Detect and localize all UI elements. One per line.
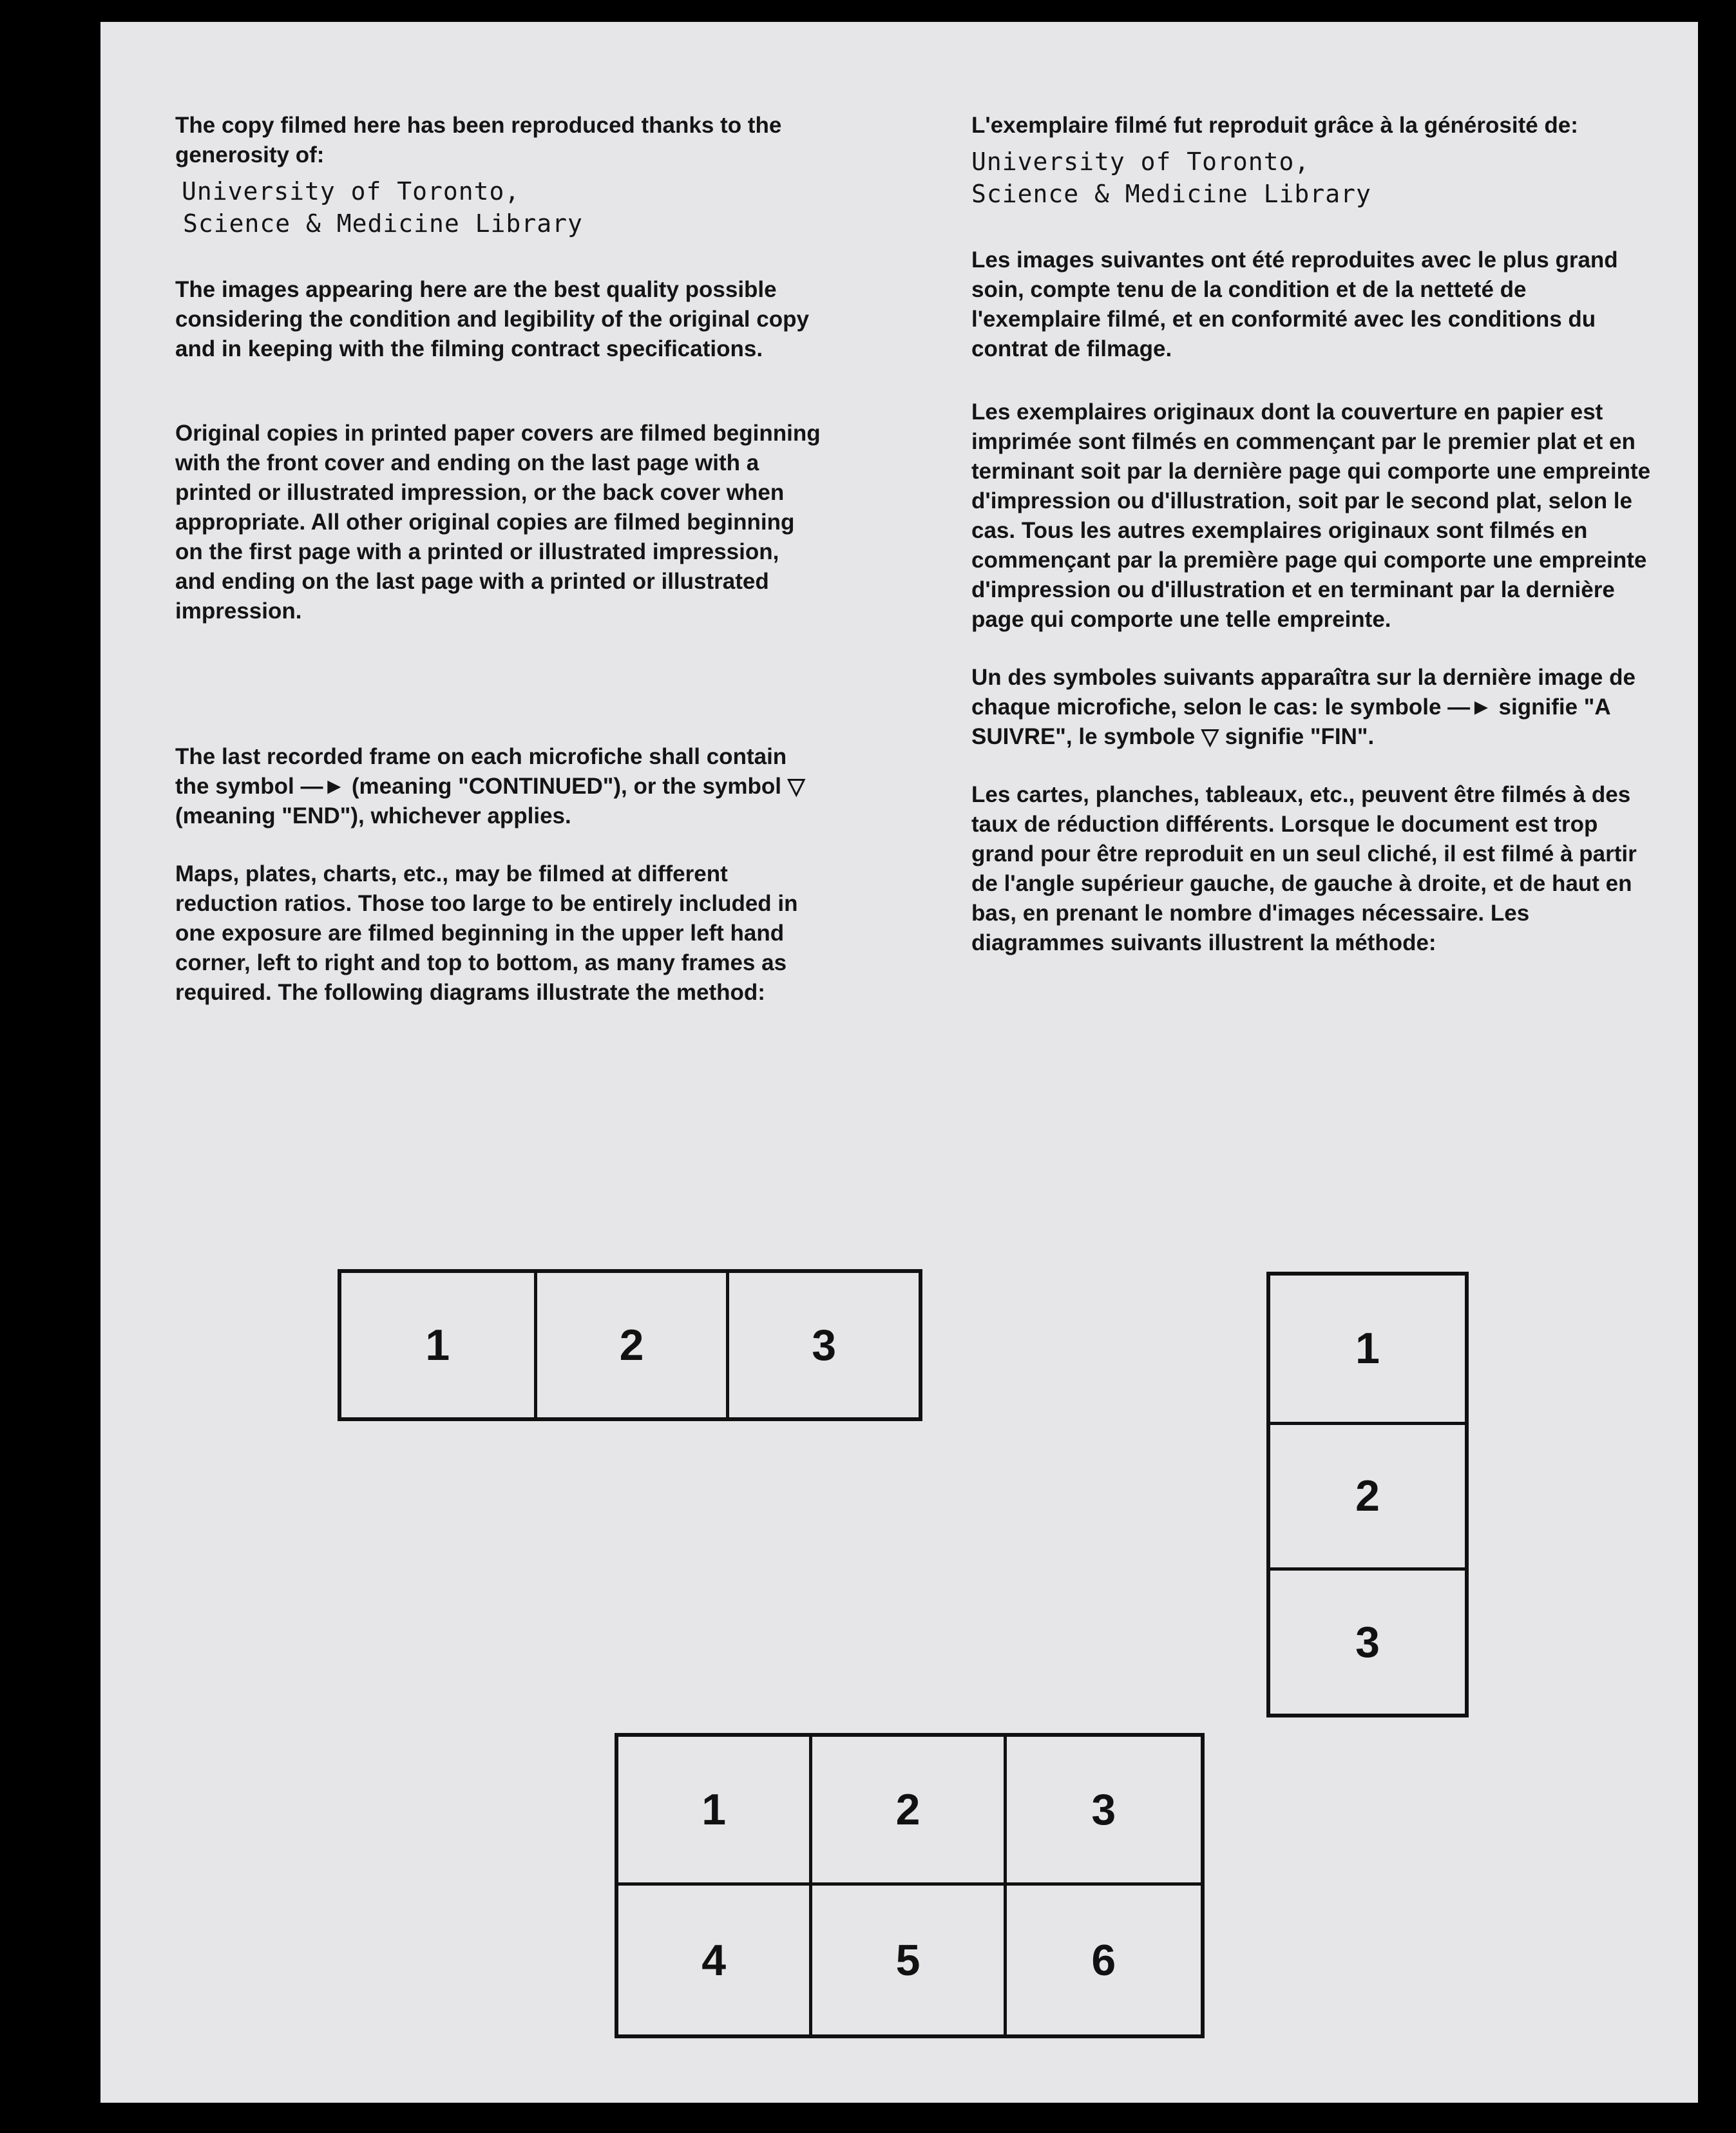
diagram-frame: 2 xyxy=(812,1737,1006,1886)
horizontal-frame-diagram xyxy=(338,1269,922,1421)
english-institution-line1: University of Toronto, xyxy=(182,177,520,206)
diagram-frame: 2 xyxy=(534,1273,727,1417)
english-column xyxy=(175,111,823,1008)
filming-notice-page xyxy=(100,22,1698,2103)
vertical-frame-diagram xyxy=(1266,1272,1469,1717)
english-covers-text: Original copies in printed paper covers are filmed beginning with the front cover and ending on the last page with a printed or illustrated impression, or the back cover when appropriate. All other original copies are filmed beginning on the first page with a printed or illustrated impression, and ending on the last page with a printed or illustrated impression. xyxy=(175,421,821,624)
french-institution-line2: Science & Medicine Library xyxy=(971,180,1371,208)
french-symbols-text-c: signifie "FIN". xyxy=(1218,724,1375,749)
english-symbols-text-c: (meaning "END"), whichever applies. xyxy=(175,803,571,828)
english-institution-line2: Science & Medicine Library xyxy=(183,209,583,238)
diagram-frame: 5 xyxy=(812,1886,1006,2034)
diagram-frame: 1 xyxy=(618,1737,812,1886)
french-generosity-text: L'exemplaire filmé fut reproduit grâce à la générosité de: xyxy=(971,113,1578,138)
diagram-frame: 1 xyxy=(425,1321,450,1370)
continued-arrow-icon: —► xyxy=(1447,694,1493,720)
french-symbols-text-b: signifie "A SUIVRE", le symbole xyxy=(971,694,1610,749)
diagram-frame: 1 xyxy=(1355,1324,1380,1373)
diagram-frame: 3 xyxy=(1007,1737,1201,1886)
diagram-frame: 3 xyxy=(726,1273,919,1417)
french-maps-text: Les cartes, planches, tableaux, etc., peuvent être filmés à des taux de réduction différents. Lorsque le document est trop grand pour être reproduit en un seul cliché, il est filmé à partir de l'angle supérieur gauche, de gauche à droite, et de haut en bas, en prenant le nombre d'images nécessaire. Les diagrammes suivants illustrent la méthode: xyxy=(971,782,1637,955)
end-triangle-icon: ▽ xyxy=(1201,724,1219,749)
french-symbols-text xyxy=(971,663,1651,752)
diagram-frame: 6 xyxy=(1091,1935,1116,1985)
english-symbols-text-b: (meaning "CONTINUED"), or the symbol xyxy=(345,774,788,799)
french-institution-line1: University of Toronto, xyxy=(971,148,1310,176)
diagram-frame: 3 xyxy=(1270,1567,1465,1714)
french-symbols-text-a: Un des symboles suivants apparaîtra sur la dernière image de chaque microfiche, selon le cas: le symbole xyxy=(971,665,1636,720)
english-symbols-text xyxy=(175,742,823,831)
english-quality-text: The images appearing here are the best quality possible considering the condition and legibility of the original copy and in keeping with the filming contract specifications. xyxy=(175,277,809,361)
grid-frame-diagram xyxy=(615,1733,1205,2038)
english-maps-text: Maps, plates, charts, etc., may be filmed at different reduction ratios. Those too large to be entirely included in one exposure are filmed beginning in the upper left hand corner, left to right and top to bottom, as many frames as required. The following diagrams illustrate the method: xyxy=(175,861,798,1005)
continued-arrow-icon: —► xyxy=(300,774,346,799)
english-symbols-text-a: The last recorded frame on each microfiche shall contain the symbol xyxy=(175,744,787,799)
end-triangle-icon: ▽ xyxy=(787,774,805,799)
english-generosity-text: The copy filmed here has been reproduced thanks to the generosity of: xyxy=(175,113,782,167)
french-column xyxy=(971,111,1651,958)
french-covers-text: Les exemplaires originaux dont la couverture en papier est imprimée sont filmés en commençant par le premier plat et en terminant soit par la dernière page qui comporte une empreinte d'impression ou d'illustration, soit par le second plat, selon le cas. Tous les autres exemplaires originaux sont filmés en commençant par la première page qui comporte une empreinte d'impression ou d'illustration et en terminant par la dernière page qui comporte une telle empreinte. xyxy=(971,399,1651,632)
diagram-frame: 2 xyxy=(1270,1422,1465,1568)
french-quality-text: Les images suivantes ont été reproduites avec le plus grand soin, compte tenu de la condition et de la netteté de l'exemplaire filmé, et en conformité avec les conditions du contrat de filmage. xyxy=(971,247,1618,361)
diagram-frame: 4 xyxy=(618,1886,812,2034)
